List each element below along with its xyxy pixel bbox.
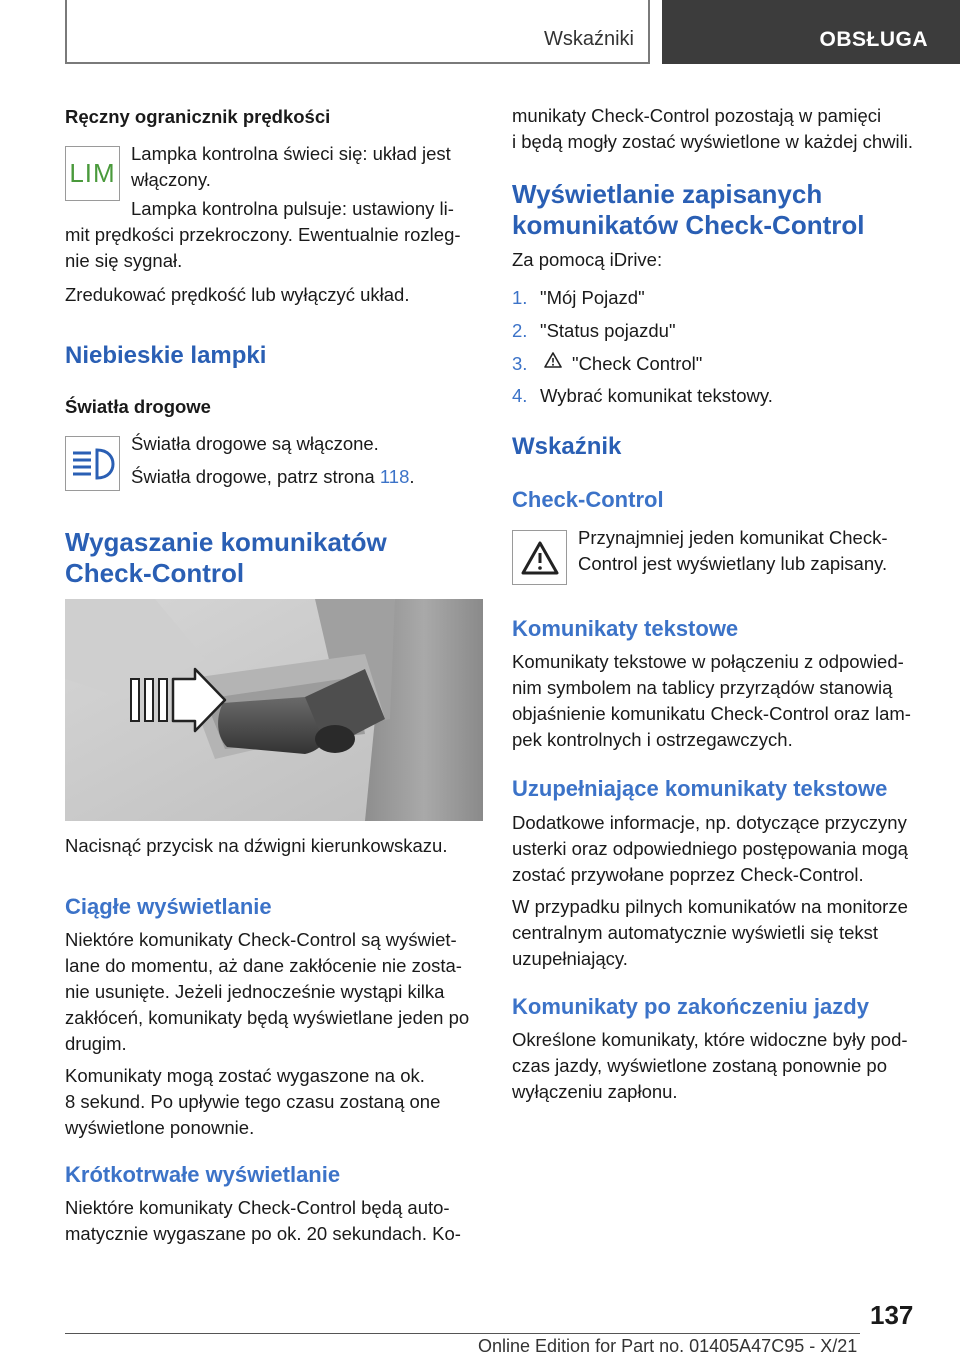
end-line-1: Określone komunikaty, które widoczne były pod‐ — [512, 1029, 908, 1050]
supp-line-1: Dodatkowe informacje, np. dotyczące przyczyny — [512, 812, 907, 833]
end-of-trip-heading: Komunikaty po zakończeniu jazdy — [512, 994, 869, 1019]
photo-caption: Nacisnąć przycisk na dźwigni kierunkowskazu. — [65, 835, 448, 856]
continuous2-line-1: Komunikaty mogą zostać wygaszone na ok. — [65, 1065, 425, 1086]
supp-line-2: usterki oraz odpowiedniego postępowania mogą — [512, 838, 908, 859]
short-line-1: Niektóre komunikaty Check-Control będą auto‐ — [65, 1197, 450, 1218]
lim-text-1: Lampka kontrolna świeci się: układ jest włączony. — [131, 143, 451, 190]
warning-triangle-svg — [520, 540, 560, 576]
lim-text-3: Zredukować prędkość lub wyłączyć układ. — [65, 284, 410, 305]
check-control-heading: Check-Control — [512, 487, 664, 512]
supplementary-heading: Uzupełniające komunikaty tekstowe — [512, 776, 888, 801]
lever-illustration — [65, 599, 483, 821]
right-cont-line-2: i będą mogły zostać wyświetlone w każdej chwili. — [512, 131, 914, 152]
continuous-line-1: Niektóre komunikaty Check-Control są wyświet‐ — [65, 929, 457, 950]
end-line-2: czas jazdy, wyświetlone zostaną ponownie po — [512, 1055, 888, 1076]
high-beam-icon-svg — [71, 446, 115, 482]
warning-triangle-icon — [512, 530, 567, 585]
lim-text-2c: nie się sygnał. — [65, 250, 183, 271]
high-beam-text-2-body: Światła drogowe, patrz strona — [131, 466, 375, 487]
step-4-text: Wybrać komunikat tekstowy. — [540, 385, 773, 406]
short-display-heading: Krótkotrwałe wyświetlanie — [65, 1162, 341, 1187]
stored-intro: Za pomocą iDrive: — [512, 249, 663, 270]
step-1-num: 1. — [512, 287, 528, 308]
continuous-line-5: drugim. — [65, 1033, 127, 1054]
chapter-tab — [662, 0, 960, 64]
continuous-display-heading: Ciągłe wyświetlanie — [65, 894, 272, 919]
running-header — [65, 0, 650, 64]
continuous-line-4: zakłóceń, komunikaty będą wyświetlane jeden po — [65, 1007, 470, 1028]
continuous2-line-3: wyświetlone ponownie. — [65, 1117, 255, 1138]
lim-heading: Ręczny ogranicznik prędkości — [65, 106, 331, 127]
step-3-text[interactable]: "Check Control" — [572, 353, 703, 374]
supp2-line-3: uzupełniający. — [512, 948, 628, 969]
hide-cc-heading-line2: Check-Control — [65, 558, 245, 588]
step-2-text[interactable]: "Status pojazdu" — [540, 320, 676, 341]
chapter-label: OBSŁUGA — [819, 28, 928, 51]
high-beam-text-2: Światła drogowe, patrz strona 118. — [131, 466, 415, 487]
lim-icon — [65, 146, 120, 201]
blue-lamps-heading: Niebieskie lampki — [65, 342, 267, 369]
cc-line-1: Przynajmniej jeden komunikat Check- — [578, 527, 888, 548]
continuous-line-2: lane do momentu, aż dane zakłócenie nie zosta‐ — [65, 955, 462, 976]
stored-heading-line2: komunikatów Check-Control — [512, 210, 865, 240]
cc-line-2: Control jest wyświetlany lub zapisany. — [578, 553, 888, 574]
short-line-2: matycznie wygaszane po ok. 20 sekundach. Ko‐ — [65, 1223, 461, 1244]
turn-signal-lever-photo — [65, 599, 483, 821]
text-msgs-line-3: objaśnienie komunikatu Check-Control oraz lam‐ — [512, 703, 911, 724]
footer-edition: Online Edition for Part no. 01405A47C95 - X/21 — [478, 1336, 858, 1356]
continuous-line-3: nie usunięte. Jeżeli jednocześnie wystąpi kilka — [65, 981, 445, 1002]
text-msgs-line-2: nim symbolem na tablicy przyrządów stanowią — [512, 677, 893, 698]
step-4-num: 4. — [512, 385, 528, 406]
supp2-line-2: centralnym automatycznie wyświetli się tekst — [512, 922, 879, 943]
text-msgs-line-4: pek kontrolnych i ostrzegawczych. — [512, 729, 793, 750]
continuous2-line-2: 8 sekund. Po upływie tego czasu zostaną one — [65, 1091, 441, 1112]
high-beam-heading: Światła drogowe — [65, 396, 211, 417]
lim-icon-text: LIM — [69, 158, 116, 188]
text-messages-heading: Komunikaty tekstowe — [512, 616, 739, 641]
high-beam-icon — [65, 436, 120, 491]
page-number: 137 — [870, 1300, 914, 1330]
lim-text-2b: mit prędkości przekroczony. Ewentualnie rozleg‐ — [65, 224, 461, 245]
step-1-text[interactable]: "Mój Pojazd" — [540, 287, 645, 308]
step-2-num: 2. — [512, 320, 528, 341]
warning-small-icon — [544, 350, 562, 376]
header-section-label: Wskaźniki — [543, 28, 634, 50]
stored-heading-line1: Wyświetlanie zapisanych — [512, 179, 823, 209]
text-msgs-line-1: Komunikaty tekstowe w połączeniu z odpowied‐ — [512, 651, 904, 672]
supp2-line-1: W przypadku pilnych komunikatów na monitorze — [512, 896, 908, 917]
end-line-3: wyłączeniu zapłonu. — [512, 1081, 678, 1102]
high-beam-text-1: Światła drogowe są włączone. — [131, 433, 379, 454]
supp-line-3: zostać przywołane poprzez Check-Control. — [512, 864, 864, 885]
step-3-num: 3. — [512, 353, 528, 374]
page-link-118[interactable]: 118 — [379, 466, 410, 487]
hide-cc-heading-line1: Wygaszanie komunikatów — [65, 527, 387, 557]
footer-divider — [65, 1333, 860, 1334]
lim-text-2a: Lampka kontrolna pulsuje: ustawiony li‐ — [131, 198, 454, 219]
indicator-heading: Wskaźnik — [512, 433, 622, 460]
right-cont-line-1: munikaty Check-Control pozostają w pamięci — [512, 105, 882, 126]
